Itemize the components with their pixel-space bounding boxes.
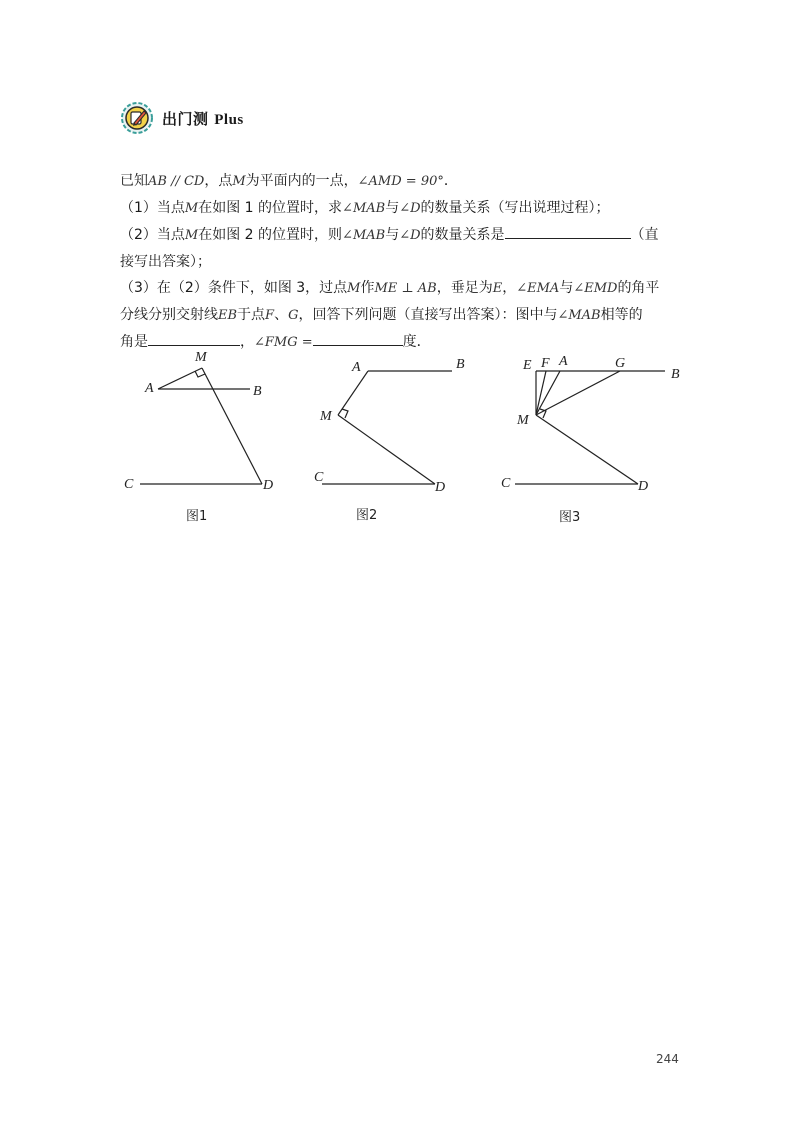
page-number: 244 xyxy=(656,1052,679,1066)
math-angle-mab: ∠MAB xyxy=(557,308,601,323)
page-header xyxy=(120,98,244,138)
text: （直 xyxy=(630,227,659,243)
text: ， xyxy=(240,334,254,350)
text: 为平面内的一点， xyxy=(245,173,358,189)
text: 的数量关系（写出说理过程）； xyxy=(420,200,610,216)
text: 在如图 2 的位置时，则 xyxy=(198,227,343,243)
right-angle-mark xyxy=(540,409,546,418)
text: 与 xyxy=(559,280,574,296)
math-m: M xyxy=(232,174,246,189)
label-g: G xyxy=(615,356,626,371)
caption-fig-3: 图3 xyxy=(559,510,581,525)
math-m: M xyxy=(347,281,361,296)
question-body xyxy=(120,168,686,356)
figure-1 xyxy=(140,368,262,484)
text: 作 xyxy=(360,280,375,296)
text: ． xyxy=(443,173,458,189)
brand-title: 出门测 Plus xyxy=(162,109,244,128)
label-m: M xyxy=(195,350,207,365)
math-angle-ema: ∠EMA xyxy=(516,281,560,296)
figures-area xyxy=(110,345,710,535)
text: ，垂足为 xyxy=(436,280,493,296)
math-m: M xyxy=(184,228,199,243)
question-line-2 xyxy=(120,195,686,222)
label-d: D xyxy=(435,480,446,495)
math-angle-d: ∠D xyxy=(399,201,421,216)
text: 角是 xyxy=(120,334,148,350)
math-angle-mab: ∠MAB xyxy=(342,201,386,216)
text: 与 xyxy=(385,200,400,216)
text: 、 xyxy=(274,307,289,323)
label-m: M xyxy=(517,413,529,428)
math-ab-parallel-cd: AB // CD xyxy=(148,174,205,189)
text: 分线分别交射线 xyxy=(120,307,218,323)
text: ， xyxy=(502,280,517,296)
label-f: F xyxy=(541,356,550,371)
math-angle-emd: ∠EMD xyxy=(573,281,618,296)
segment-md xyxy=(536,415,638,484)
label-e: E xyxy=(523,358,532,373)
label-b: B xyxy=(671,367,680,382)
right-angle-mark xyxy=(342,409,348,418)
label-a: A xyxy=(352,360,361,375)
math-angle-amd: ∠AMD = 90° xyxy=(357,174,444,189)
segment-mf xyxy=(536,371,546,415)
label-d: D xyxy=(638,479,649,494)
caption-fig-1: 图1 xyxy=(186,509,208,524)
math-angle-mab: ∠MAB xyxy=(342,228,386,243)
label-c: C xyxy=(501,476,511,491)
segment-md xyxy=(338,415,435,484)
text: （2）当点 xyxy=(120,227,185,243)
pencil-logo-icon xyxy=(120,101,154,135)
label-a: A xyxy=(559,354,568,369)
answer-blank-1[interactable] xyxy=(505,222,631,239)
label-b: B xyxy=(253,384,262,399)
math-eb: EB xyxy=(218,308,238,323)
math-e: E xyxy=(492,281,503,296)
figure-3 xyxy=(515,371,665,484)
label-m: M xyxy=(320,409,332,424)
text: 已知 xyxy=(120,173,148,189)
text: 的角平 xyxy=(617,280,660,296)
math-m: M xyxy=(184,201,199,216)
label-d: D xyxy=(263,478,274,493)
math-f: F xyxy=(265,308,275,323)
text: 在如图 1 的位置时，求 xyxy=(198,200,343,216)
text: 度． xyxy=(402,334,431,350)
label-b: B xyxy=(456,357,465,372)
text: 相等的 xyxy=(600,307,643,323)
math-angle-fmg: ∠FMG = xyxy=(254,335,313,350)
question-line-3 xyxy=(120,222,686,249)
answer-blank-3[interactable] xyxy=(313,329,403,346)
question-line-6 xyxy=(120,302,686,329)
segment-am xyxy=(338,371,368,415)
text: 的数量关系是 xyxy=(420,227,505,243)
text: 接写出答案）； xyxy=(120,254,211,270)
geometry-figures xyxy=(110,345,710,535)
text: ，点 xyxy=(204,173,233,189)
caption-fig-2: 图2 xyxy=(356,508,378,523)
question-line-5 xyxy=(120,275,686,302)
text: （3）在（2）条件下，如图 3，过点 xyxy=(120,280,348,296)
text: （1）当点 xyxy=(120,200,185,216)
text: 与 xyxy=(385,227,400,243)
figure-2 xyxy=(322,371,452,484)
label-a: A xyxy=(145,381,154,396)
label-c: C xyxy=(314,470,324,485)
text: 于点 xyxy=(237,307,266,323)
math-me-perp-ab: ME ⊥ AB xyxy=(374,281,437,296)
text: ，回答下列问题（直接写出答案）：图中与 xyxy=(298,307,558,323)
label-c: C xyxy=(124,477,134,492)
math-angle-d: ∠D xyxy=(399,228,421,243)
question-line-4 xyxy=(120,249,686,275)
math-g: G xyxy=(288,308,299,323)
answer-blank-2[interactable] xyxy=(148,329,240,346)
question-line-1 xyxy=(120,168,686,195)
